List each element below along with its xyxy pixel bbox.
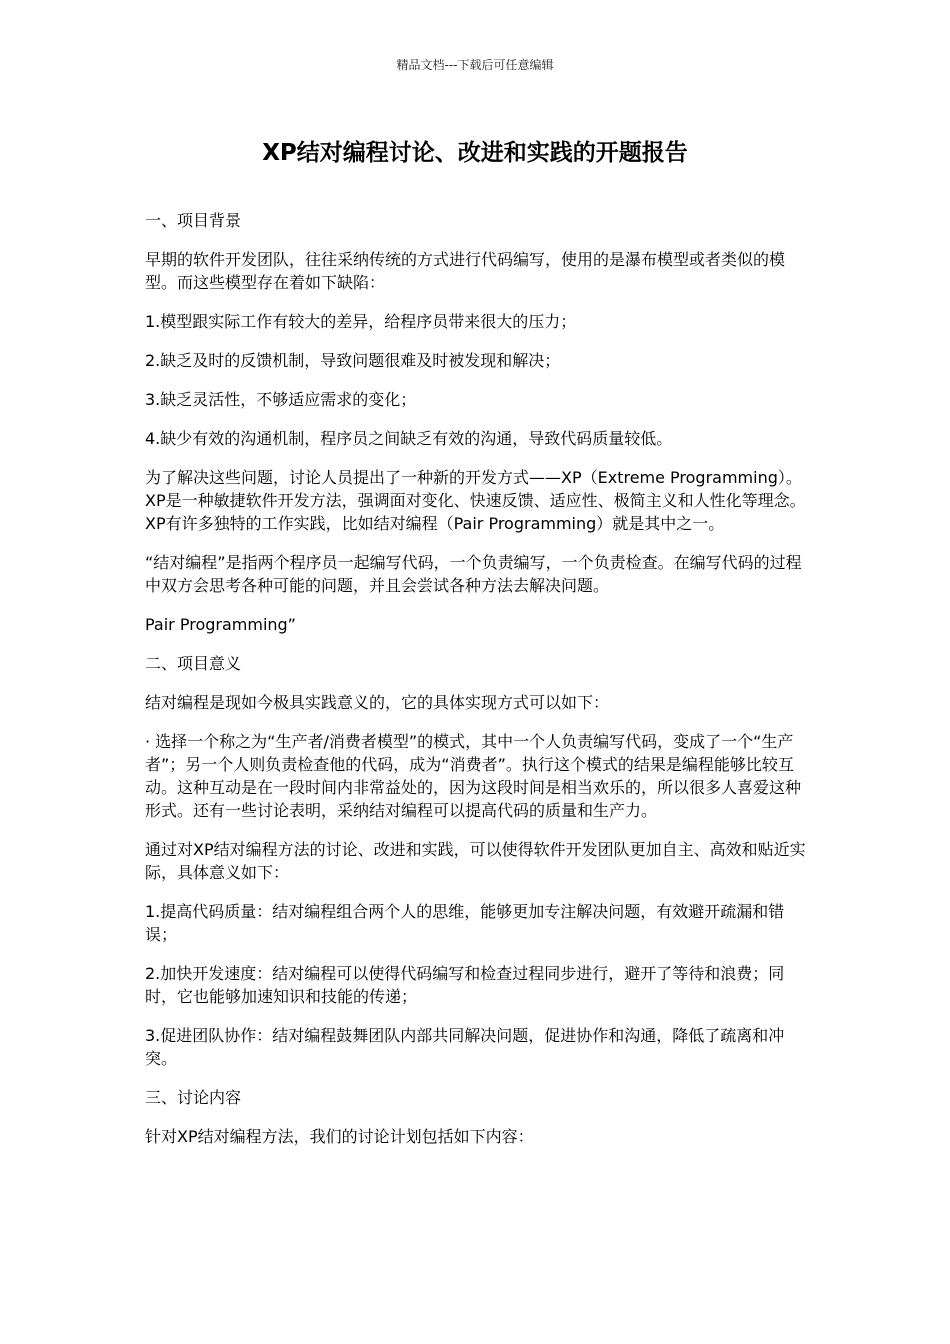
list-item: 4.缺少有效的沟通机制，程序员之间缺乏有效的沟通，导致代码质量较低。 <box>145 429 673 448</box>
list-item: 1.提高代码质量：结对编程组合两个人的思维，能够更加专注解决问题，有效避开疏漏和错误； <box>145 902 785 944</box>
paragraph: 通过对XP结对编程方法的讨论、改进和实践，可以使得软件开发团队更加自主、高效和贴近实际，具体意义如下： <box>145 840 806 882</box>
paragraph: “结对编程”是指两个程序员一起编写代码，一个负责编写，一个负责检查。在编写代码的过程中双方会思考各种可能的问题，并且会尝试各种方法去解决问题。 <box>145 553 802 595</box>
document-body <box>145 209 810 1164</box>
list-item: 2.加快开发速度：结对编程可以使得代码编写和检查过程同步进行，避开了等待和浪费；同时，它也能够加速知识和技能的传递； <box>145 964 785 1006</box>
page-header: 精品文档---下载后可任意编辑 <box>396 58 554 72</box>
paragraph: · 选择一个称之为“生产者/消费者模型”的模式，其中一个人负责编写代码，变成了一个“生产者”；另一个人则负责检查他的代码，成为“消费者”。执行这个模式的结果是编程能够比较互动。这种互动是在一段时间内非常益处的，因为这段时间是相当欢乐的，所以很多人喜爱这种形式。还有一些讨论表明，采纳结对编程可以提高代码的质量和生产力。 <box>145 732 802 820</box>
paragraph: Pair Programming” <box>145 615 296 634</box>
paragraph: 早期的软件开发团队，往往采纳传统的方式进行代码编写，使用的是瀑布模型或者类似的模型。而这些模型存在着如下缺陷： <box>145 250 786 292</box>
section-heading-discussion: 三、讨论内容 <box>145 1088 242 1107</box>
document-title: XP结对编程讨论、改进和实践的开题报告 <box>262 140 688 166</box>
list-item: 3.缺乏灵活性，不够适应需求的变化； <box>145 390 417 409</box>
list-item: 1.模型跟实际工作有较大的差异，给程序员带来很大的压力； <box>145 312 577 331</box>
list-item: 3.促进团队协作：结对编程鼓舞团队内部共同解决问题，促进协作和沟通，降低了疏离和冲突。 <box>145 1026 785 1068</box>
section-heading-significance: 二、项目意义 <box>145 654 242 673</box>
paragraph: 为了解决这些问题，讨论人员提出了一种新的开发方式——XP（Extreme Programming）。XP是一种敏捷软件开发方法，强调面对变化、快速反馈、适应性、极简主义和人性化等理念。XP有许多独特的工作实践，比如结对编程（Pair Programming）就是其中之一。 <box>145 468 806 533</box>
list-item: 2.缺乏及时的反馈机制，导致问题很难及时被发现和解决； <box>145 351 561 370</box>
paragraph: 结对编程是现如今极具实践意义的，它的具体实现方式可以如下： <box>145 693 610 712</box>
section-heading-background: 一、项目背景 <box>145 211 242 230</box>
paragraph: 针对XP结对编程方法，我们的讨论计划包括如下内容： <box>145 1127 534 1146</box>
